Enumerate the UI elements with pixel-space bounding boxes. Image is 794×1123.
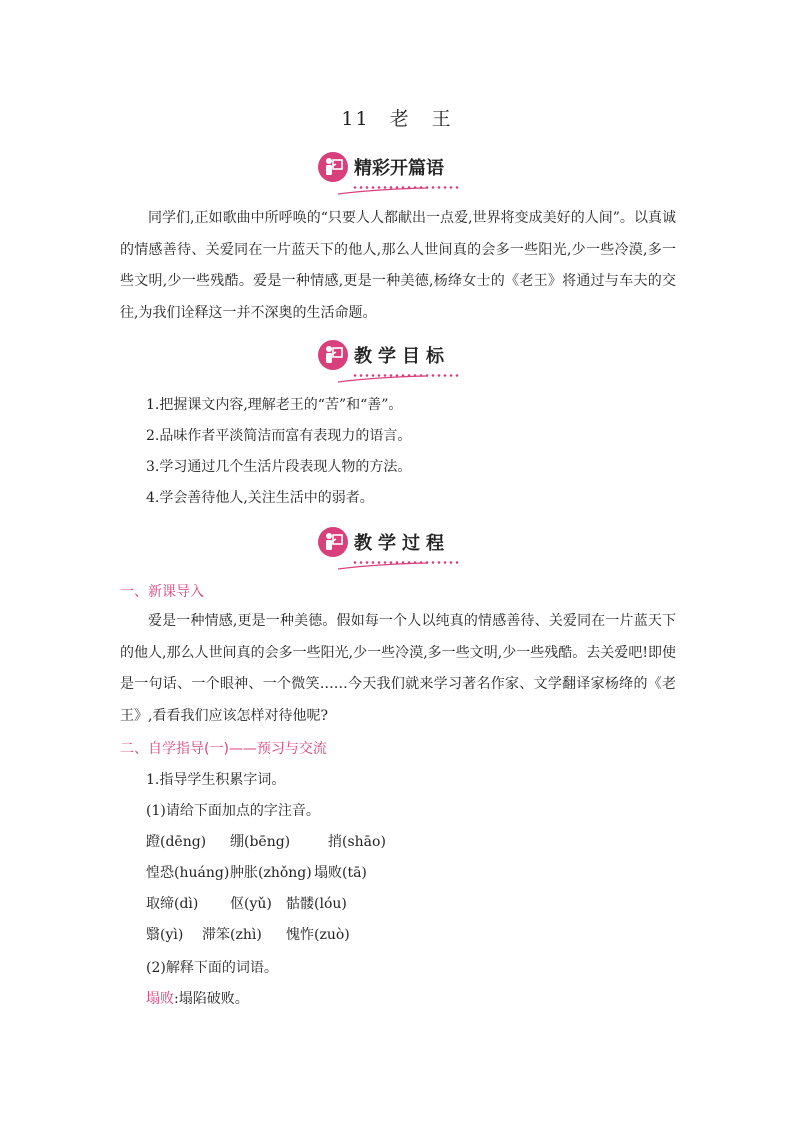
section-heading-intro: 一、新课导入 <box>120 584 204 600</box>
pinyin-entry: 捎(shāo) <box>328 834 386 850</box>
teacher-icon <box>318 527 348 557</box>
pinyin-entry: 取缔(dì) <box>146 896 199 912</box>
intro-paragraph: 爱是一种情感,更是一种美德。假如每一个人以纯真的情感善待、关爱同在一片蓝天下的他人,那么人世间真的会多一些阳光,少一些冷漠,多一些文明,少一些残酷。去关爱吧!即使是一句话、一个眼神、一个微笑……今天我们就来学习著名作家、文学翻译家杨绛的《老王》,看看我们应该怎样对待他呢? <box>120 613 676 724</box>
goal-item: 1.把握课文内容,理解老王的“苦”和“善”。 <box>146 397 403 413</box>
section-heading-self-study: 二、自学指导(一)——预习与交流 <box>120 741 327 757</box>
study-subitem: (2)解释下面的词语。 <box>146 960 278 976</box>
vocab-meaning: :塌陷破败。 <box>174 991 249 1007</box>
badge-opening <box>318 147 460 187</box>
pinyin-entry: 伛(yǔ) <box>230 896 272 912</box>
pinyin-entry: 骷髅(lóu) <box>286 896 347 912</box>
study-item: 1.指导学生积累字词。 <box>146 772 286 788</box>
badge-goals <box>318 335 460 375</box>
badge-process <box>318 522 460 562</box>
badge-text: 教学目标 <box>354 346 450 367</box>
page-title <box>0 104 794 131</box>
vocab-term: 塌败 <box>146 991 174 1007</box>
pinyin-entry: 翳(yì) <box>146 927 184 943</box>
pinyin-entry: 蹬(dēng) <box>146 834 207 850</box>
teacher-icon <box>318 152 348 182</box>
teacher-icon <box>318 340 348 370</box>
pinyin-entry: 绷(bēng) <box>230 834 291 850</box>
goal-item: 4.学会善待他人,关注生活中的弱者。 <box>146 490 374 506</box>
study-subitem: (1)请给下面加点的字注音。 <box>146 803 320 819</box>
vocab-definition <box>146 988 249 1008</box>
pinyin-entry: 肿胀(zhǒng) <box>230 865 312 881</box>
opening-paragraph: 同学们,正如歌曲中所呼唤的“只要人人都献出一点爱,世界将变成美好的人间”。以真诚的情感善待、关爱同在一片蓝天下的他人,那么人世间真的会多一些阳光,少一些冷漠,多一些文明,少一些残酷。爱是一种情感,更是一种美德,杨绛女士的《老王》将通过与车夫的交往,为我们诠释这一并不深奥的生活命题。 <box>120 210 676 321</box>
pinyin-entry: 惶恐(huáng) <box>146 865 230 881</box>
goal-item: 2.品味作者平淡简洁而富有表现力的语言。 <box>146 428 412 444</box>
badge-text: 教学过程 <box>354 533 450 554</box>
pinyin-entry: 塌败(tā) <box>314 865 367 881</box>
lesson-number: 11 <box>341 108 370 130</box>
pinyin-entry: 愧怍(zuò) <box>286 927 350 943</box>
badge-text: 精彩开篇语 <box>354 158 444 179</box>
pinyin-entry: 滞笨(zhì) <box>202 927 262 943</box>
goal-item: 3.学习通过几个生活片段表现人物的方法。 <box>146 459 412 475</box>
lesson-name: 老 王 <box>389 108 453 130</box>
